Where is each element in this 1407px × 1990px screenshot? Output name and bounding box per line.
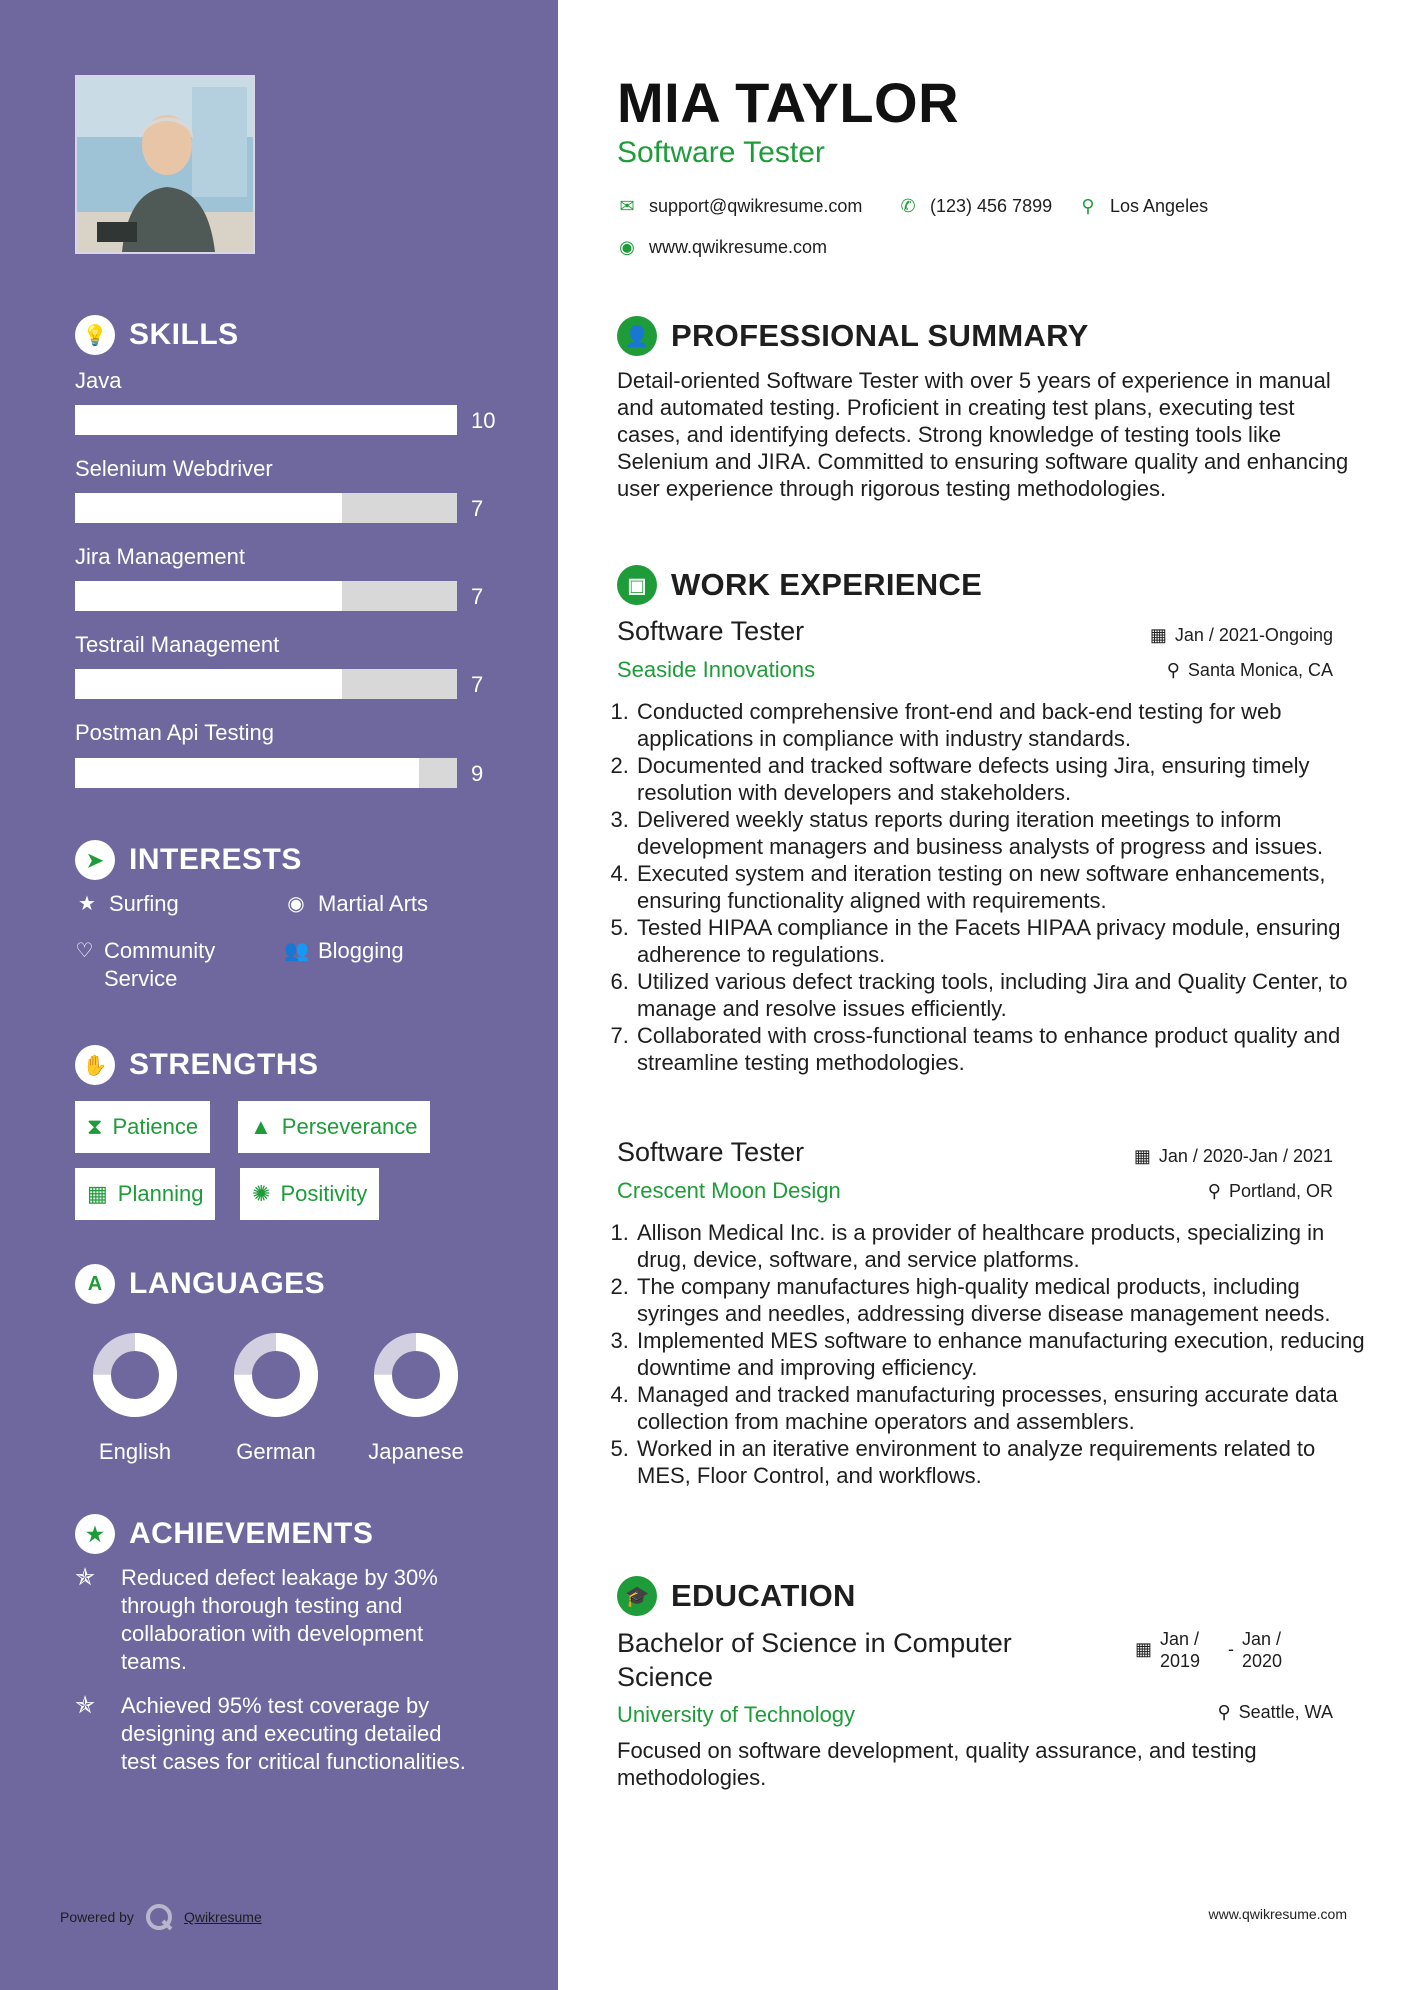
achievement-item: ✯ Reduced defect leakage by 30% through thorough testing and collaboration with development teams. [75,1564,438,1674]
skill-bar [75,581,457,611]
job-responsibilities [607,698,1375,1076]
profile-photo [75,75,255,254]
language-name: Japanese [368,1439,464,1464]
interest-item: 👥 Blogging [284,938,404,963]
job-dates: ▦ Jan / 2020-Jan / 2021 [1133,1146,1333,1166]
language-ring [371,1330,461,1420]
pin-icon: ⚲ [1207,1181,1221,1201]
list-item: 5. Tested HIPAA compliance in the Facets HIPAA privacy module, ensuring adherence to regulations. [635,914,1375,968]
globe-icon: ◉ [287,893,305,915]
experience-title: WORK EXPERIENCE [671,567,983,602]
education-dates: ▦ Jan / 2019 - Jan / 2020 [1135,1629,1283,1671]
skill-bar-fill [75,669,342,699]
interests-title: INTERESTS [129,843,302,876]
skills-title: SKILLS [129,318,239,351]
shooting-star-icon: ✯ [75,1692,96,1719]
strengths-heading [75,1045,319,1085]
language-ring [90,1330,180,1420]
skill-name: Postman Api Testing [75,720,274,745]
list-item: 6. Utilized various defect tracking tools, including Jira and Quality Center, to manage and resolve issues efficiently. [635,968,1375,1022]
skill-bar [75,493,457,523]
road-icon: ▲ [250,1114,272,1139]
skill-name: Selenium Webdriver [75,456,273,481]
graduation-icon: 🎓 [617,1576,657,1616]
candidate-role: Software Tester [617,136,825,169]
company-name: Crescent Moon Design [617,1178,841,1203]
list-item: 3. Implemented MES software to enhance manufacturing execution, reducing downtime and improving efficiency. [635,1327,1375,1381]
heart-icon: ♡ [75,940,94,962]
skill-bar [75,758,457,788]
languages-title: LANGUAGES [129,1267,326,1300]
footer-website[interactable]: www.qwikresume.com [1208,1906,1347,1922]
summary-text: Detail-oriented Software Tester with over 5 years of experience in manual and automated testing. Proficient in creating test plans, executing test cases, and identifying defects. Strong knowledge of testing tools like Selenium and JIRA. Committed to ensuring software quality and enhancing user experience through rigorous testing methodologies. [617,368,1349,501]
contact-email[interactable]: ✉ support@qwikresume.com [617,196,862,217]
skill-bar-fill [75,493,342,523]
skill-value: 7 [471,672,484,697]
skill-value: 7 [471,496,484,521]
star-badge-icon: ★ [75,1514,115,1554]
strength-chip: ▦ Planning [75,1168,215,1220]
experience-heading [617,565,982,605]
education-location: ⚲ Seattle, WA [1217,1702,1333,1722]
job-dates: ▦ Jan / 2021-Ongoing [1149,625,1333,645]
contact-phone[interactable]: ✆ (123) 456 7899 [898,196,1052,217]
envelope-icon: ✉ [619,196,635,216]
skill-name: Java [75,368,122,393]
job-title: Software Tester [617,616,805,646]
hourglass-icon: ⧗ [87,1114,103,1139]
degree-title: Bachelor of Science in Computer Science [617,1628,1012,1692]
education-description: Focused on software development, quality assurance, and testing methodologies. [617,1738,1257,1790]
skill-name: Jira Management [75,544,245,569]
pin-icon: ⚲ [1166,660,1180,680]
education-heading [617,1576,856,1616]
star-icon: ★ [78,893,96,915]
skill-value: 10 [471,408,496,433]
list-item: 2. The company manufactures high-quality medical products, including syringes and needles, addressing diverse disease management needs. [635,1273,1375,1327]
job-responsibilities [607,1219,1375,1489]
skill-bar [75,669,457,699]
interests-heading [75,840,302,880]
user-icon: 👤 [617,316,657,356]
skill-value: 9 [471,761,484,786]
skill-value: 7 [471,584,484,609]
spinner-icon: ✺ [252,1181,271,1206]
list-item: 2. Documented and tracked software defects using Jira, ensuring timely resolution with developers and stakeholders. [635,752,1375,806]
summary-title: PROFESSIONAL SUMMARY [671,318,1089,353]
list-item: 4. Executed system and iteration testing on new software enhancements, ensuring functionality aligned with requirements. [635,860,1375,914]
users-icon: 👥 [284,940,309,962]
list-item: 7. Collaborated with cross-functional teams to enhance product quality and streamline testing methodologies. [635,1022,1375,1076]
shooting-star-icon: ✯ [75,1564,96,1591]
powered-by: Powered by Qwikresume [60,1902,262,1932]
skills-heading [75,315,239,355]
qwikresume-link[interactable]: Qwikresume [183,1909,262,1925]
achievements-heading [75,1514,373,1554]
candidate-name: MIA TAYLOR [617,71,960,134]
language-icon: A [75,1264,115,1304]
pin-icon: ⚲ [1217,1702,1231,1722]
briefcase-icon: ▣ [617,565,657,605]
school-name: University of Technology [617,1702,856,1727]
languages-heading [75,1264,325,1304]
language-name: English [98,1439,172,1464]
globe-icon: ◉ [619,237,635,257]
education-title: EDUCATION [671,1578,856,1613]
language-name: German [236,1439,316,1464]
map-pin-icon: ⚲ [1081,196,1095,216]
skill-bar-fill [75,581,342,611]
skill-bar [75,405,457,435]
list-item: 1. Allison Medical Inc. is a provider of healthcare products, specializing in drug, device, software, and service platforms. [635,1219,1375,1273]
calendar-icon: ▦ [87,1181,108,1206]
job-title: Software Tester [617,1137,805,1167]
calendar-icon: ▦ [1149,625,1167,645]
calendar-icon: ▦ [1135,1639,1153,1659]
sidebar [0,0,558,1990]
language-item [206,1330,346,1465]
calendar-icon: ▦ [1133,1146,1151,1166]
hand-icon: ✋ [75,1045,115,1085]
skill-name: Testrail Management [75,632,280,657]
contact-location: ⚲ Los Angeles [1078,196,1208,217]
interest-item: ♡ Community Service [75,938,216,991]
list-item: 3. Delivered weekly status reports during iteration meetings to inform development managers and business analysts of progress and issues. [635,806,1375,860]
list-item: 5. Worked in an iterative environment to analyze requirements related to MES, Floor Control, and workflows. [635,1435,1375,1489]
skill-bar-fill [75,405,457,435]
interest-item: ★ Surfing [75,890,179,918]
strength-chip: ✺ Positivity [240,1168,379,1220]
list-item: 4. Managed and tracked manufacturing processes, ensuring accurate data collection from machine operators and assemblers. [635,1381,1375,1435]
strengths-title: STRENGTHS [129,1048,319,1081]
language-item [65,1330,205,1465]
contact-website[interactable]: ◉ www.qwikresume.com [617,237,827,258]
qwikresume-logo-icon [144,1902,174,1932]
interest-item: ◉ Martial Arts [284,890,428,918]
lightbulb-icon: 💡 [75,315,115,355]
achievement-item: ✯ Achieved 95% test coverage by designing and executing detailed test cases for critical functionalities. [75,1692,466,1774]
strength-chip: ⧗ Patience [75,1101,210,1153]
language-ring [231,1330,321,1420]
company-name: Seaside Innovations [617,657,816,682]
phone-icon: ✆ [900,196,916,216]
strength-chip: ▲ Perseverance [238,1101,430,1153]
list-item: 1. Conducted comprehensive front-end and back-end testing for web applications in compliance with industry standards. [635,698,1375,752]
skill-bar-fill [75,758,419,788]
paper-plane-icon: ➤ [75,840,115,880]
achievements-title: ACHIEVEMENTS [129,1517,374,1550]
summary-heading [617,316,1089,356]
language-item [346,1330,486,1465]
job-location: ⚲ Santa Monica, CA [1166,660,1333,680]
job-location: ⚲ Portland, OR [1207,1181,1333,1201]
